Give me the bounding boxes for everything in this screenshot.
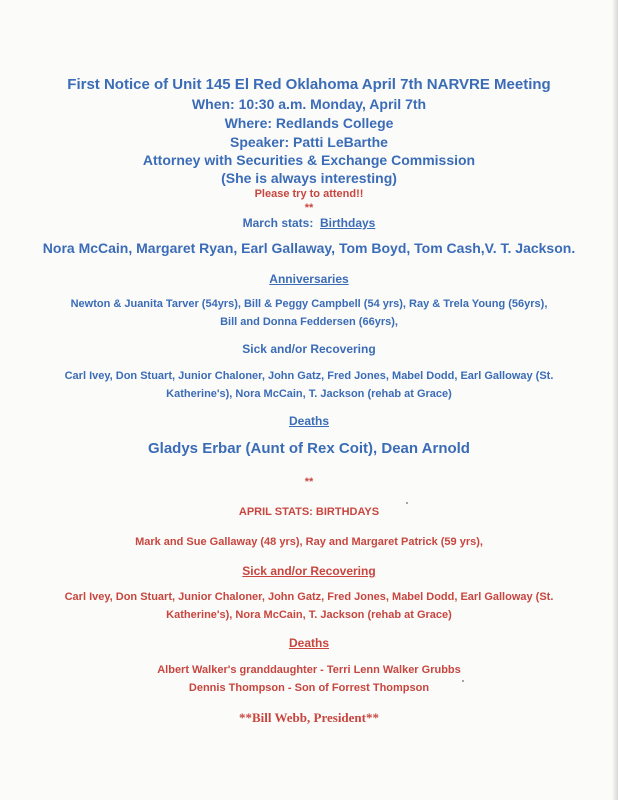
march-sick-line-2: Katherine's), Nora McCain, T. Jackson (rehab at Grace): [166, 388, 452, 400]
march-deaths-list: Gladys Erbar (Aunt of Rex Coit), Dean Arnold: [148, 440, 470, 457]
march-sick-heading: Sick and/or Recovering: [242, 342, 376, 356]
march-birthdays-list: Nora McCain, Margaret Ryan, Earl Gallaway, Tom Boyd, Tom Cash,V. T. Jackson.: [42, 240, 576, 256]
president-signature: **Bill Webb, President**: [238, 710, 379, 725]
march-stats-heading: [0, 216, 618, 230]
meeting-location: Where: Redlands College: [224, 115, 394, 131]
meeting-speaker: Speaker: Patti LeBarthe: [230, 134, 388, 150]
april-sick-line-2: Katherine's), Nora McCain, T. Jackson (rehab at Grace): [166, 609, 452, 621]
april-sick-heading: Sick and/or Recovering: [242, 564, 376, 578]
april-deaths-line-1: Albert Walker's granddaughter - Terri Lenn Walker Grubbs: [157, 664, 461, 676]
april-sick-line-1: Carl Ivey, Don Stuart, Junior Chaloner, John Gatz, Fred Jones, Mabel Dodd, Earl Galloway (St.: [64, 591, 554, 603]
march-sick-line-1: Carl Ivey, Don Stuart, Junior Chaloner, John Gatz, Fred Jones, Mabel Dodd, Earl Galloway (St.: [64, 370, 554, 382]
section-divider-stars: **: [304, 476, 314, 488]
march-deaths-heading: Deaths: [288, 414, 329, 428]
april-stats-heading: APRIL STATS: BIRTHDAYS: [238, 506, 380, 518]
anniversaries-line-1: Newton & Juanita Tarver (54yrs), Bill & Peggy Campbell (54 yrs), Ray & Trela Young (56yrs),: [70, 298, 548, 310]
march-birthdays-label: Birthdays: [320, 216, 376, 230]
scan-speck: [406, 502, 408, 504]
april-deaths-line-2: Dennis Thompson - Son of Forrest Thompson: [188, 682, 430, 694]
speaker-title: Attorney with Securities & Exchange Commission: [142, 152, 476, 168]
attend-request: Please try to attend!!: [254, 188, 364, 200]
march-stats-label: March stats:: [242, 216, 314, 230]
april-birthdays-list: Mark and Sue Gallaway (48 yrs), Ray and Margaret Patrick (59 yrs),: [135, 536, 483, 548]
anniversaries-heading: Anniversaries: [269, 272, 349, 286]
speaker-note: (She is always interesting): [221, 170, 397, 186]
april-deaths-heading: Deaths: [288, 636, 329, 650]
meeting-time: When: 10:30 a.m. Monday, April 7th: [191, 96, 427, 112]
anniversaries-line-2: Bill and Donna Feddersen (66yrs),: [220, 316, 398, 328]
header-stars: **: [304, 202, 314, 214]
scan-speck: [462, 680, 464, 682]
notice-title: First Notice of Unit 145 El Red Oklahoma April 7th NARVRE Meeting: [67, 76, 551, 93]
